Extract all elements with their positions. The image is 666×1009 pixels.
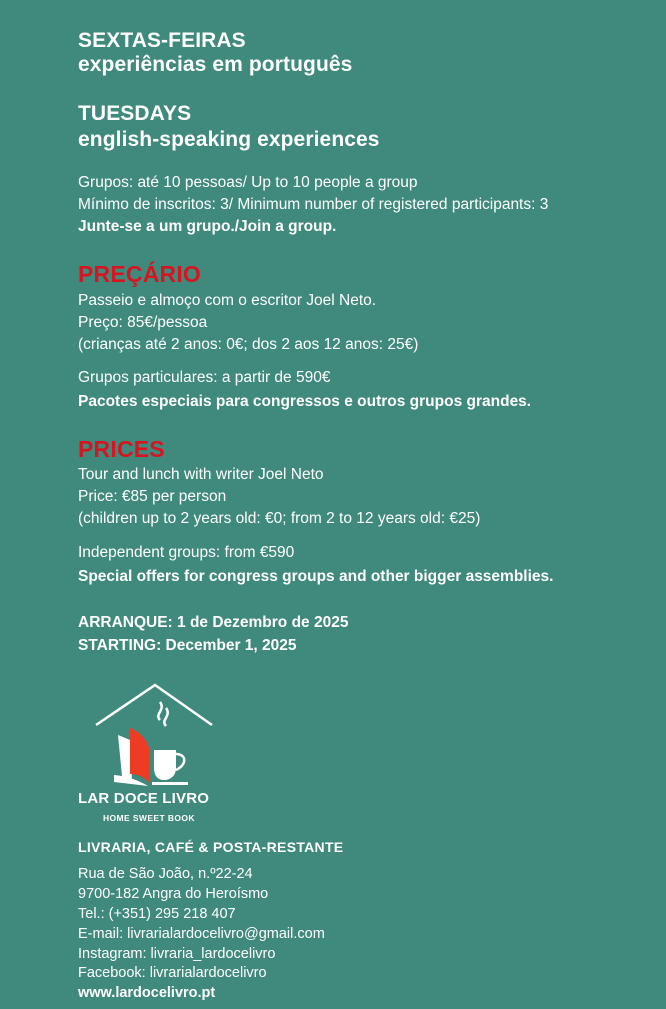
pricing-en-tour: Tour and lunch with writer Joel Neto: [78, 466, 324, 483]
pricing-pt-special: Pacotes especiais para congressos e outros grupos grandes.: [78, 393, 532, 410]
pricing-pt-children: (crianças até 2 anos: 0€; dos 2 aos 12 anos: 25€): [78, 336, 419, 353]
pricing-pt-title: PREÇÁRIO: [78, 261, 202, 287]
pricing-pt-price: Preço: 85€/pessoa: [78, 314, 208, 331]
pt-day-subheading: experiências em português: [78, 53, 353, 76]
groups-minimum: Mínimo de inscritos: 3/ Minimum number of registered participants: 3: [78, 196, 549, 213]
en-day-subheading: english-speaking experiences: [78, 128, 380, 151]
contact-facebook[interactable]: Facebook: livrarialardocelivro: [78, 965, 267, 981]
pricing-pt-private-groups: Grupos particulares: a partir de 590€: [78, 369, 331, 386]
start-date-pt: ARRANQUE: 1 de Dezembro de 2025: [78, 614, 349, 631]
house-book-cup-icon: [78, 680, 238, 790]
contact-email[interactable]: E-mail: livrarialardocelivro@gmail.com: [78, 926, 325, 942]
contact-address-city: 9700-182 Angra do Heroísmo: [78, 886, 269, 902]
groups-join: Junte-se a um grupo./Join a group.: [78, 218, 337, 235]
contact-instagram[interactable]: Instagram: livraria_lardocelivro: [78, 946, 276, 962]
logo-title: LAR DOCE LIVRO: [78, 790, 210, 807]
pricing-en-independent-groups: Independent groups: from €590: [78, 544, 295, 561]
en-day-heading: TUESDAYS: [78, 102, 192, 125]
pricing-en-children: (children up to 2 years old: €0; from 2 to 12 years old: €25): [78, 510, 481, 527]
contact-heading: LIVRARIA, CAFÉ & POSTA-RESTANTE: [78, 839, 344, 855]
groups-size: Grupos: até 10 pessoas/ Up to 10 people a group: [78, 174, 418, 191]
pricing-en-special: Special offers for congress groups and other bigger assemblies.: [78, 568, 554, 585]
pricing-en-title: PRICES: [78, 436, 165, 462]
pricing-pt-tour: Passeio e almoço com o escritor Joel Neto.: [78, 292, 377, 309]
lar-doce-livro-logo: [78, 680, 218, 830]
logo-subtitle: HOME SWEET BOOK: [103, 813, 195, 823]
pricing-en-price: Price: €85 per person: [78, 488, 227, 505]
pt-day-heading: SEXTAS-FEIRAS: [78, 29, 246, 52]
contact-phone: Tel.: (+351) 295 218 407: [78, 906, 236, 922]
contact-address-street: Rua de São João, n.º22-24: [78, 866, 253, 882]
start-date-en: STARTING: December 1, 2025: [78, 637, 297, 654]
contact-website-link[interactable]: www.lardocelivro.pt: [78, 985, 216, 1001]
